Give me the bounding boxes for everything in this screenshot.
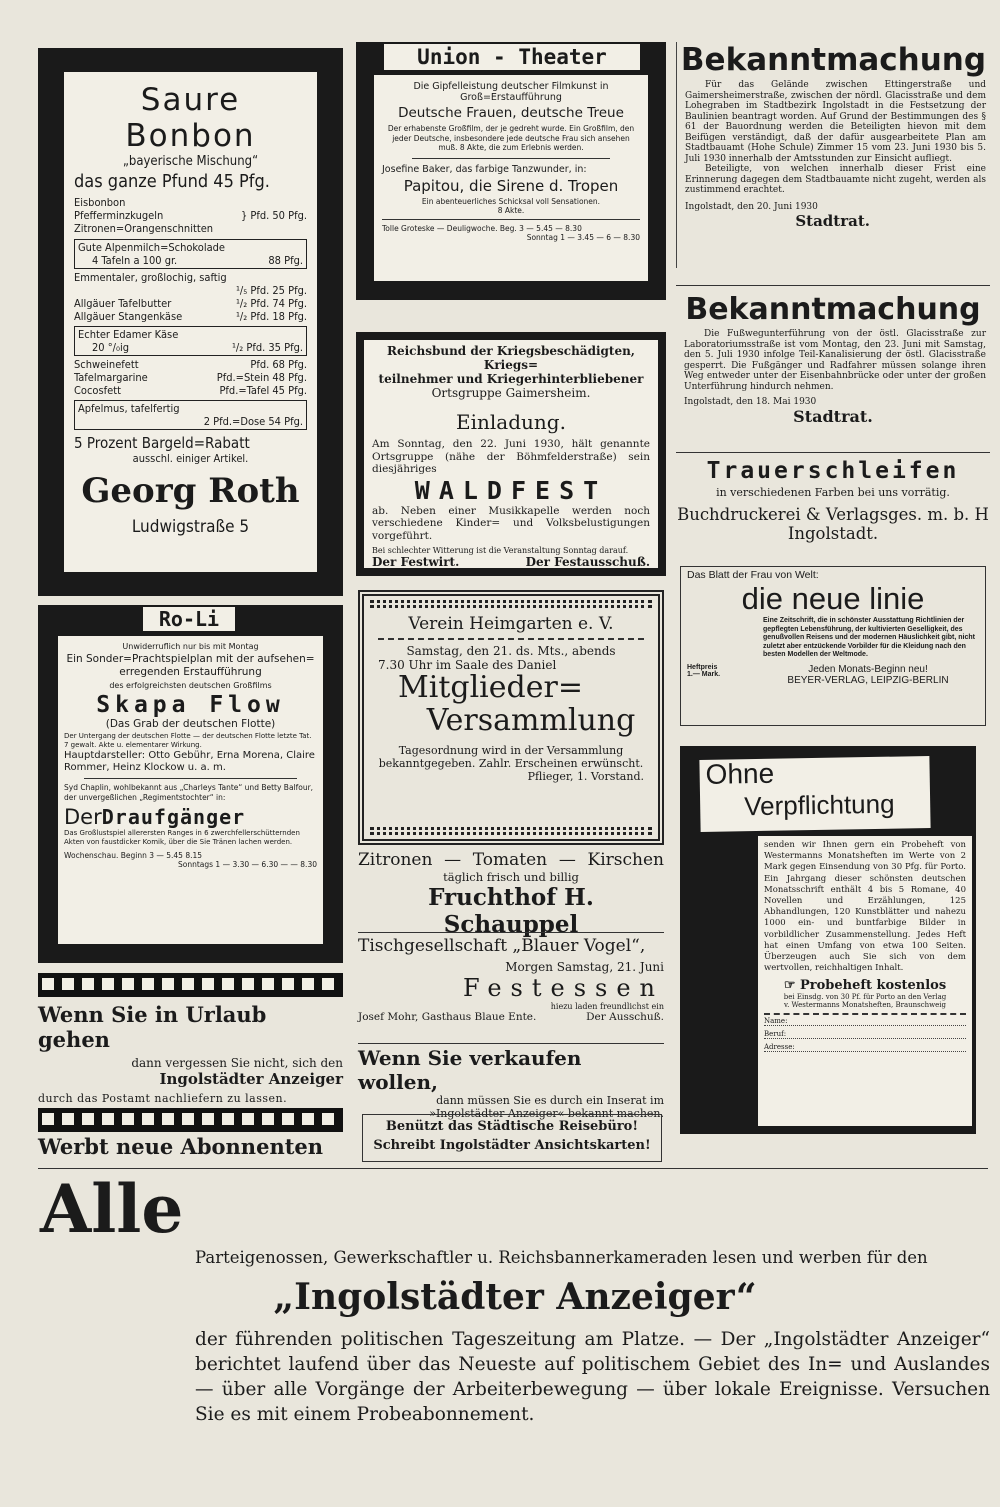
union-l4: Der erhabenste Großfilm, der je gedreht wurde. Ein Großfilm, den jeder Deutsche, insbesondere jede deutsche Frau sich ansehen muß. 8 Akte, die zum Erlebnis werden.	[387, 124, 635, 152]
ohne-probe3: v. Westermanns Monatsheften, Braunschweig	[783, 1001, 947, 1010]
ad-trauerschleifen	[676, 458, 990, 558]
divider	[676, 452, 990, 453]
bek1-text: Für das Gelände zwischen Ettingerstraße und Gaimersheimerstraße, zwischen der nördl. Glacisstraße und dem Lohegraben im Stadtbezirk Ingolstadt in die Festsetzung der Baulinien beantragt worden. Auf Grund der Bestimmungen des § 61 der Bauordnung werden die Beteiligten hievon mit dem Beifügen verständigt, daß der dafür ausgearbeitete Plan am Stadtbauamt (Hohe Schule) Zimmer 15 vom 23. Juni 1930 bis 5. Juli 1930 innerhalb der Amtsstunden zur Einsicht aufliegt.	[685, 80, 986, 164]
saure-street: Ludwigstraße 5	[131, 517, 250, 537]
divider	[38, 1168, 988, 1169]
saure-pfund: das ganze Pfund 45 Pfg.	[74, 171, 270, 192]
saure-stangen: Allgäuer Stangenkäse	[74, 310, 183, 323]
heimgarten-l2: Samstag, den 21. ds. Mts., abends	[406, 644, 616, 658]
saure-stangen-price: ¹/₂ Pfd. 18 Pfg.	[235, 310, 307, 323]
heimgarten-l4: Mitglieder=	[398, 670, 583, 705]
bek1-text2: Beteiligte, von welchen innerhalb dieser Frist eine Erinnerung dagegen dem Stadtbauamte nicht zugeht, werden als zustimmend erachtet.	[685, 164, 986, 195]
roli-l4: des erfolgreichsten deutschen Großfilms	[109, 681, 272, 690]
urlaub-werbt: Werbt neue Abonnenten	[38, 1134, 324, 1159]
frucht-l1b: Tomaten	[472, 850, 548, 870]
trauer-title: Trauerschleifen	[706, 458, 960, 484]
divider	[676, 285, 990, 286]
saure-box2a: Echter Edamer Käse	[78, 328, 179, 341]
reichsbund-einladung: Einladung.	[456, 410, 566, 434]
reise-l2: Schreibt Ingolstädter Ansichtskarten!	[373, 1138, 651, 1153]
union-l2: Groß=Erstaufführung	[460, 92, 562, 103]
roli-l6: (Das Grab der deutschen Flotte)	[105, 718, 276, 730]
ohne-probe: ☞ Probeheft kostenlos	[783, 978, 947, 994]
saure-tafelmarg-price: Pfd.=Stein 48 Pfg.	[216, 371, 307, 384]
saure-name: Georg Roth	[81, 471, 300, 511]
ad-tischgesellschaft	[358, 936, 664, 1040]
verkaufen-l3: »Ingolstädter Anzeiger« bekannt machen.	[429, 1107, 664, 1120]
roli-l10a: Der	[64, 805, 102, 829]
divider	[358, 1043, 664, 1044]
saure-box3b: 2 Pfd.=Dose 54 Pfg.	[203, 415, 303, 428]
heimgarten-l7: Pflieger, 1. Vorstand.	[527, 770, 644, 783]
union-l6: Papitou, die Sirene d. Tropen	[403, 176, 619, 195]
ad-alle	[40, 1172, 990, 1472]
trauer-name2: Ingolstadt.	[787, 524, 879, 543]
union-l3: Deutsche Frauen, deutsche Treue	[398, 105, 624, 121]
ohne-t2: Verpflichtung	[743, 788, 895, 822]
bek2-date: Ingolstadt, den 18. Mai 1930	[684, 397, 817, 407]
ad-fruchthof: Zitronen — Tomaten — Kirschen täglich frisch und billig Fruchthof H. Schauppel	[358, 850, 664, 938]
roli-title: Ro-Li	[143, 607, 235, 631]
ad-union-theater	[374, 75, 648, 281]
urlaub-l3: Ingolstädter Anzeiger	[159, 1070, 343, 1088]
ad-roli	[58, 636, 323, 944]
saure-box1b-price: 88 Pfg.	[268, 254, 303, 267]
reichsbund-waldfest: WALDFEST	[414, 475, 608, 505]
reichsbund-text: Am Sonntag, den 22. Juni 1930, hält genannte Ortsgruppe (nähe der Böhmfelderstraße) sein diesjähriges	[372, 438, 650, 475]
linie-title: die neue linie	[741, 581, 925, 616]
saure-rabatt: 5 Prozent Bargeld=Rabatt	[74, 434, 250, 452]
ohne-probe2: bei Einsdg. von 30 Pf. für Porto an den Verlag	[783, 993, 947, 1002]
saure-item-price: } Pfd. 50 Pfg.	[240, 209, 307, 222]
union-l5: Josefine Baker, das farbige Tanzwunder, in:	[382, 163, 587, 175]
ad-westermann	[758, 836, 972, 1126]
bek1-title: Bekanntmachung	[680, 42, 987, 78]
divider	[358, 932, 664, 933]
roli-l12b: Sonntags 1 — 3.30 — 6.30 — — 8.30	[177, 860, 317, 869]
linie-heft: Heftpreis	[687, 663, 718, 671]
linie-top: Das Blatt der Frau von Welt:	[687, 569, 819, 581]
trauer-sub: in verschiedenen Farben bei uns vorrätig.	[716, 486, 950, 499]
union-l9b: Sonntag 1 — 3.45 — 6 — 8.30	[526, 232, 640, 242]
saure-emmentaler-price: ¹/₅ Pfd. 25 Pfg.	[235, 284, 307, 297]
urlaub-l2: dann vergessen Sie nicht, sich den	[131, 1056, 343, 1070]
heimgarten-l1: Verein Heimgarten e. V.	[408, 614, 614, 634]
saure-item: Pfefferminzkugeln	[74, 209, 164, 222]
linie-jeden: Jeden Monats-Beginn neu!	[808, 663, 928, 675]
saure-box2b-price: ¹/₂ Pfd. 35 Pfg.	[231, 341, 303, 354]
union-l9a: Tolle Groteske — Deuligwoche. Beg. 3 — 5.45 — 8.30	[382, 223, 582, 233]
film-strip	[38, 1108, 343, 1132]
ohne-name: Name:	[764, 1017, 966, 1026]
bek2-text: Die Fußwegunterführung von der östl. Glacisstraße zur Laboratoriumsstraße ist vom Montag, den 23. Juni mit Samstag, den 5. Juli 1930 infolge Teil-Kanalisierung der östl. Glacisstraße gesperrt. Die Fußgänger und Radfahrer müssen solange ihren Weg entweder unter der Eisenbahnbrücke oder unter der großen Unterführung hindurch nehmen.	[684, 329, 986, 392]
ornament-top	[370, 600, 652, 608]
alle-title: Alle	[40, 1170, 184, 1248]
ad-heimgarten	[358, 590, 664, 845]
ohne-text: senden wir Ihnen gern ein Probeheft von Westermanns Monatsheften im Werte von 2 Mark gegen Einsendung von 30 Pfg. für Porto. Ein Jahrgang dieser schönsten deutschen Monatsschrift enthält 4 bis 5 Romane, 40 Novellen und Erzählungen, 125 Abhandlungen, 120 Kunstblätter und nahezu 1000 ein- und buntfarbige Bilder in vorbildlicher Zusammenstellung. Jedes Heft hat einen Umfang von etwa 100 Seiten. Überzeugen auch Sie sich von dem wertvollen, reichhaltigen Inhalt.	[764, 840, 966, 974]
bekanntmachung-2	[676, 292, 990, 452]
trauer-name1: Buchdruckerei & Verlagsges. m. b. H	[677, 505, 989, 524]
saure-box1a: Gute Alpenmilch=Schokolade	[78, 241, 226, 254]
urlaub-l4: durch das Postamt nachliefern zu lassen.	[38, 1092, 288, 1105]
frucht-l3: Fruchthof H. Schauppel	[428, 884, 594, 938]
saure-emmentaler: Emmentaler, großlochig, saftig	[74, 271, 227, 284]
linie-text: Eine Zeitschrift, die in schönster Ausstattung Richtlinien der gepflegten Lebensführung, der kultivierten Geselligkeit, des genußvollen Reisens und der modernen Häuslichkeit gibt, nicht zuletzt aber entzückende Vorbilder für die Kleidung nach den besten Modellen der Weltmode.	[763, 617, 975, 658]
verkaufen-l1: Wenn Sie verkaufen wollen,	[358, 1046, 582, 1094]
roli-l12a: Wochenschau. Beginn 3 — 5.45 8.15	[64, 851, 203, 860]
roli-l3: erregenden Erstaufführung	[119, 666, 262, 678]
ad-neue-linie	[680, 566, 986, 726]
frucht-l1c: Kirschen	[587, 850, 664, 870]
heimgarten-l6: Tagesordnung wird in der Versammlung bekanntgegeben. Zahlr. Erscheinen erwünscht.	[378, 744, 644, 770]
roli-l2: Ein Sonder=Prachtspielplan mit der aufsehen=	[66, 653, 315, 665]
bek1-sign: Stadtrat.	[795, 211, 870, 230]
ohne-beruf: Beruf:	[764, 1030, 966, 1039]
ad-verkaufen	[358, 1046, 664, 1120]
ornament-bottom	[370, 827, 652, 835]
saure-coco-price: Pfd.=Tafel 45 Pfg.	[219, 384, 307, 397]
ad-saure-bonbon	[64, 72, 317, 572]
reichsbund-sig2: Der Festausschuß.	[525, 555, 650, 569]
union-l8: 8 Akte.	[497, 205, 525, 215]
union-l7: Ein abenteuerliches Schicksal voll Sensationen.	[421, 196, 601, 206]
ad-reichsbund	[364, 340, 658, 568]
ad-westermann-banner	[699, 756, 930, 832]
alle-l1: Parteigenossen, Gewerkschaftler u. Reichsbannerkameraden lesen und werben für den	[195, 1248, 928, 1267]
alle-l3: der führenden politischen Tageszeitung am Platze. — Der „Ingolstädter Anzeiger“ berichtet laufend über das Neueste auf politischem Gebiet des In= und Auslandes — über alle Vorgänge der Arbeiterbewegung — über lokale Ereignisse. Versuchen Sie es mit einem Probeabonnement.	[195, 1329, 990, 1425]
film-strip	[38, 973, 343, 997]
verkaufen-l2: dann müssen Sie es durch ein Inserat im	[436, 1094, 664, 1107]
saure-tafelbutter-price: ¹/₂ Pfd. 74 Pfg.	[235, 297, 307, 310]
ad-reisebuero	[362, 1114, 662, 1162]
saure-ausschl: ausschl. einiger Artikel.	[132, 452, 249, 465]
tisch-l5a: Josef Mohr, Gasthaus Blaue Ente.	[358, 1011, 537, 1023]
roli-l11: Das Großlustspiel allerersten Ranges in 6 zwerchfellerschütternden Akten von faustdicker Komik, über die Sie Tränen lachen werden.	[64, 829, 300, 846]
tisch-l4: hiezu laden freundlichst ein	[550, 1002, 664, 1011]
saure-schwein-price: Pfd. 68 Pfg.	[250, 358, 307, 371]
saure-box3a: Apfelmus, tafelfertig	[78, 402, 180, 415]
union-title: Union - Theater	[384, 44, 640, 70]
tisch-l3: Festessen	[463, 974, 664, 1002]
tisch-l2: Morgen Samstag, 21. Juni	[505, 960, 664, 974]
roli-l5: Skapa Flow	[96, 692, 285, 718]
reichsbund-head2: teilnehmer und Kriegerhinterbliebener	[378, 372, 644, 386]
bekanntmachung-1	[676, 42, 990, 268]
saure-title: Saure Bonbon	[125, 82, 256, 154]
bek2-title: Bekanntmachung	[685, 292, 981, 327]
saure-item: Zitronen=Orangenschnitten	[74, 222, 214, 235]
alle-l2: „Ingolstädter Anzeiger“	[273, 1276, 757, 1318]
saure-item: Eisbonbon	[74, 196, 126, 209]
saure-box1b: 4 Tafeln a 100 gr.	[92, 254, 178, 267]
roli-l8: Hauptdarsteller: Otto Gebühr, Erna Morena, Claire Rommer, Heinz Klockow u. a. m.	[64, 750, 315, 773]
reise-l1: Benützt das Städtische Reisebüro!	[385, 1119, 639, 1134]
ohne-adresse: Adresse:	[764, 1043, 966, 1052]
urlaub-l1: Wenn Sie in Urlaub gehen	[38, 1002, 267, 1052]
tisch-l5b: Der Ausschuß.	[586, 1011, 664, 1023]
reichsbund-head1: Reichsbund der Kriegsbeschädigten, Kriegs=	[387, 344, 635, 372]
roli-l10b: Draufgänger	[101, 805, 246, 829]
reichsbund-sig1: Der Festwirt.	[372, 555, 460, 569]
saure-box2b: 20 °/₀ig	[92, 341, 130, 354]
saure-sub: „bayerische Mischung“	[122, 154, 259, 169]
bek1-date: Ingolstadt, den 20. Juni 1930	[685, 201, 818, 212]
frucht-l2: täglich frisch und billig	[443, 870, 579, 884]
roli-l9: Syd Chaplin, wohlbekannt aus „Charleys Tante“ und Betty Balfour, der unvergeßlichen „Regimentstochter“ in:	[64, 783, 314, 802]
saure-tafelmarg: Tafelmargarine	[74, 371, 148, 384]
saure-schwein: Schweinefett	[74, 358, 139, 371]
reichsbund-text2: ab. Neben einer Musikkapelle werden noch verschiedene Kinder= und Volksbelustigungen vorgeführt.	[372, 504, 650, 542]
reichsbund-head3: Ortsgruppe Gaimersheim.	[431, 386, 591, 400]
union-l1: Die Gipfelleistung deutscher Filmkunst in	[413, 81, 609, 92]
tisch-l1: Tischgesellschaft „Blauer Vogel“,	[358, 936, 646, 956]
frucht-l1a: Zitronen	[358, 850, 433, 870]
roli-l1: Unwiderruflich nur bis mit Montag	[122, 642, 259, 651]
saure-tafelbutter: Allgäuer Tafelbutter	[74, 297, 172, 310]
roli-l7: Der Untergang der deutschen Flotte — der deutschen Flotte letzte Tat. 7 gewalt. Akte u. elementarer Wirkung.	[64, 732, 312, 749]
reichsbund-text3: Bei schlechter Witterung ist die Veranstaltung Sonntag darauf.	[372, 546, 629, 555]
heimgarten-l3: 7.30 Uhr im Saale des Daniel	[378, 658, 557, 672]
saure-coco: Cocosfett	[74, 384, 121, 397]
heimgarten-l5: Versammlung	[426, 703, 636, 738]
linie-mark: 1.— Mark.	[687, 670, 721, 678]
ohne-t1: Ohne	[705, 757, 775, 790]
bek2-sign: Stadtrat.	[793, 407, 873, 426]
linie-verlag: BEYER-VERLAG, LEIPZIG-BERLIN	[787, 674, 949, 686]
ad-urlaub	[38, 1002, 343, 1105]
